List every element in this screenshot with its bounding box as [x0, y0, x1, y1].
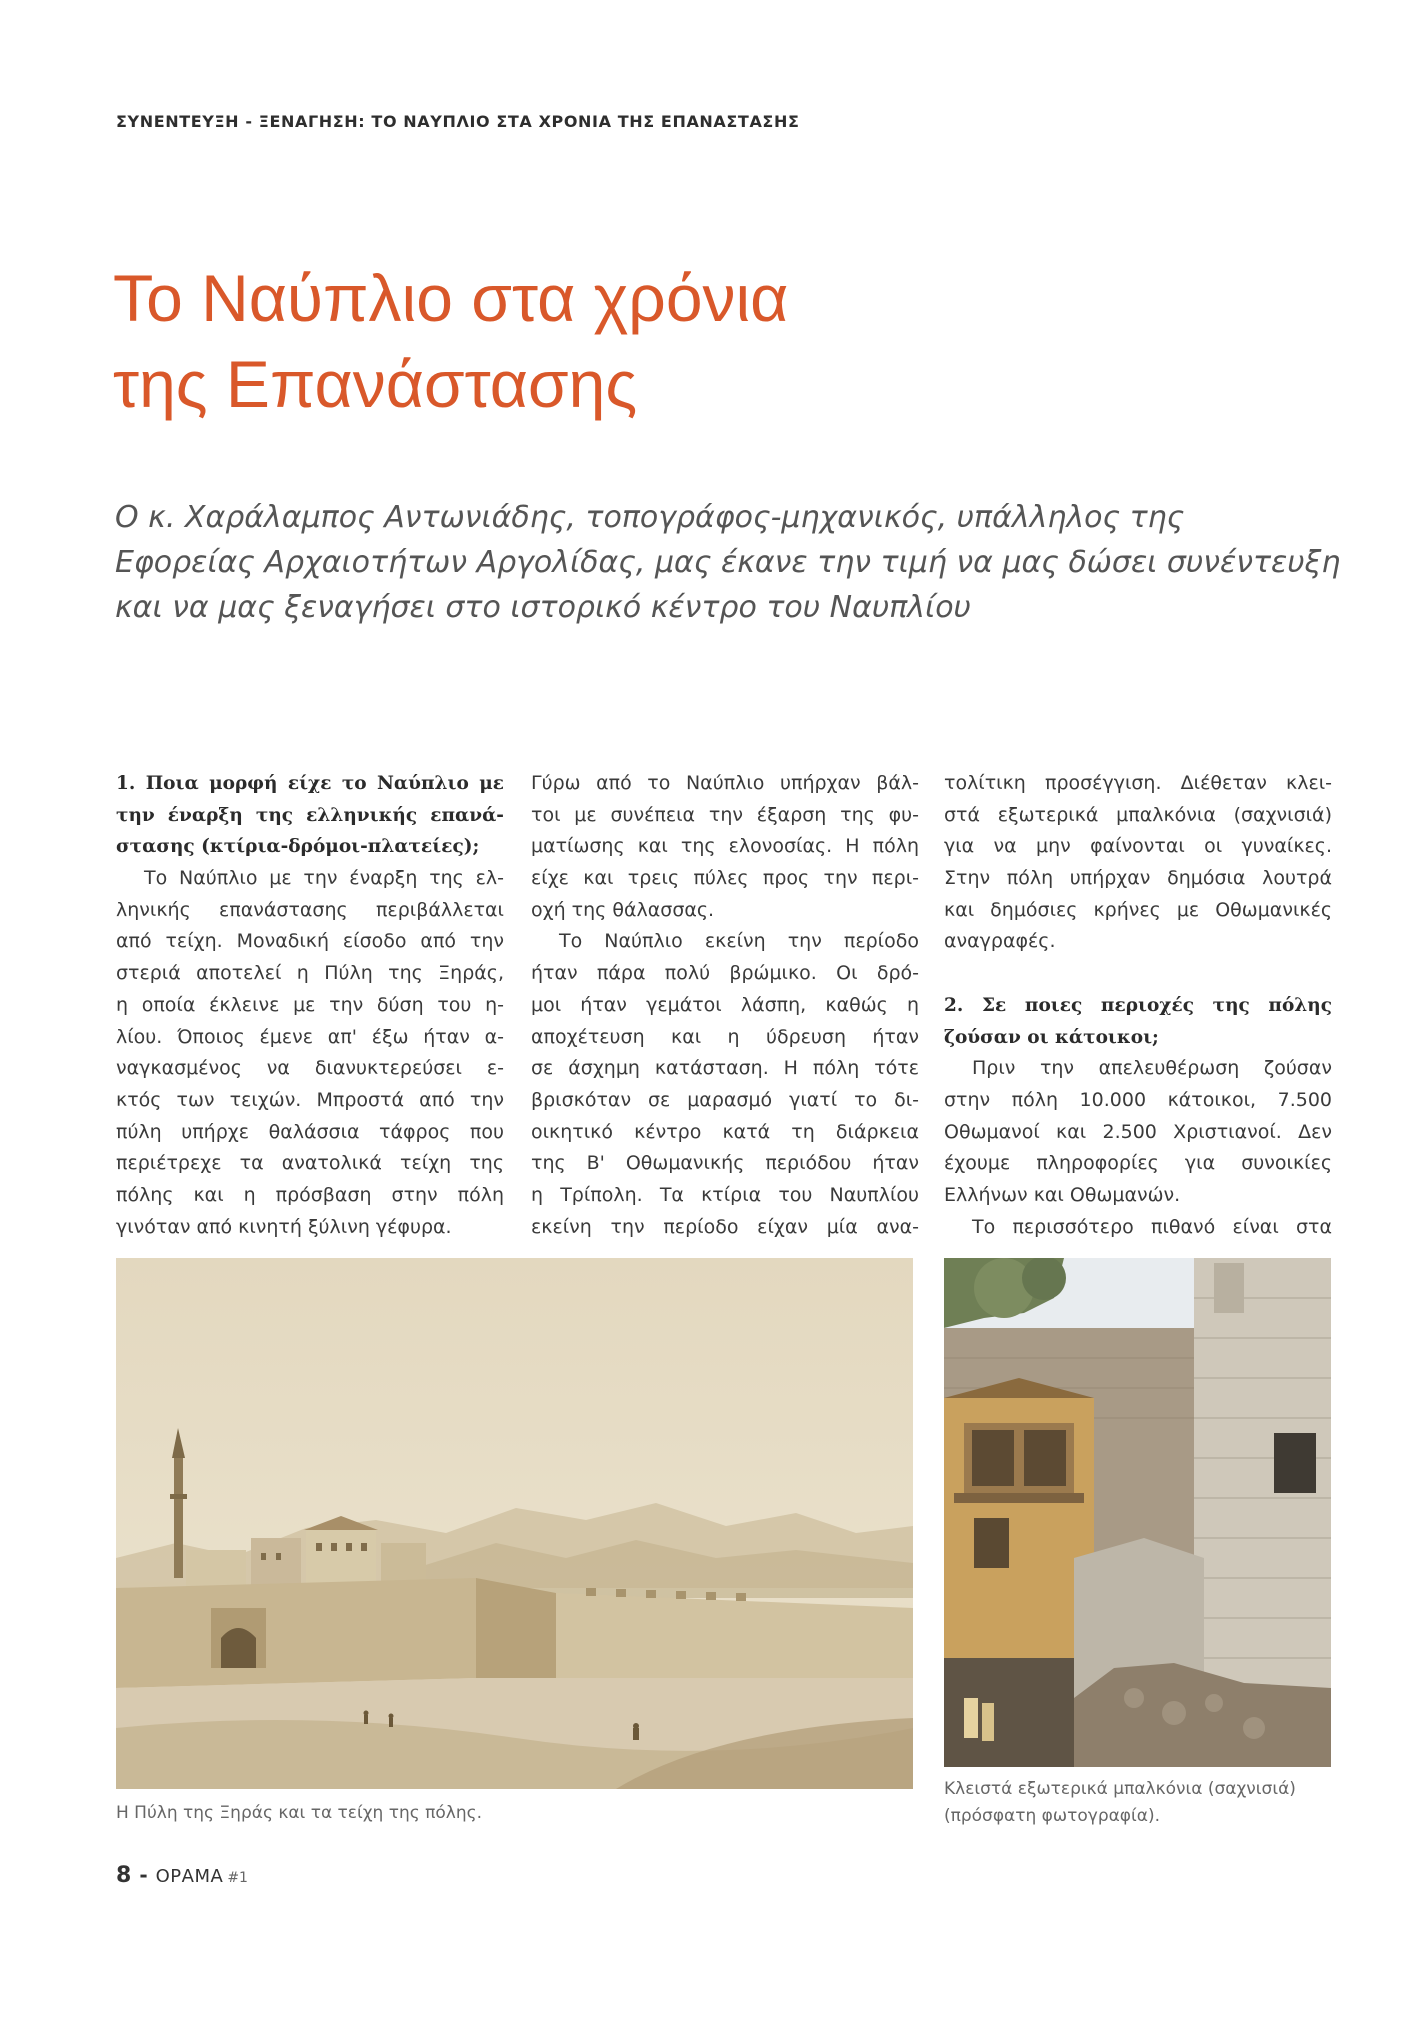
body-line: Στην πόλη υπήρχαν δημόσια λουτρά [944, 867, 1332, 890]
page-footer [116, 1863, 248, 1888]
answer-line: από τείχη. Μοναδική είσοδο από την [116, 930, 504, 953]
issue-number: #1 [227, 1870, 248, 1886]
answer-line: πύλη υπήρχε θαλάσσια τάφρος που [116, 1120, 504, 1143]
answer-line: στεριά αποτελεί η Πύλη της Ξηράς, [116, 962, 504, 985]
body-line: Το περισσότερο πιθανό είναι στα [972, 1215, 1332, 1238]
answer-line: κτός των τειχών. Μπροστά από την [116, 1088, 504, 1111]
answer-line: Οθωμανοί και 2.500 Χριστιανοί. Δεν [944, 1120, 1332, 1143]
article-lead [115, 495, 1341, 630]
answer-line: Ελλήνων και Οθωμανών. [944, 1183, 1181, 1206]
land-gate-illustration-art [116, 1258, 913, 1789]
balcony-photograph-art [944, 1258, 1331, 1767]
body-line: και δημόσιες κρήνες με Οθωμανικές [944, 898, 1332, 921]
lead-line: Ο κ. Χαράλαμπος Αντωνιάδης, τοπογράφος-μηχανικός, υπάλληλος της [115, 500, 1185, 535]
text-column-3 [944, 768, 1332, 1243]
caption-line: (πρόσφατη φωτογραφία). [944, 1806, 1161, 1826]
body-line: ματίωσης και της ελονοσίας. Η πόλη [531, 835, 919, 858]
answer-line: στην πόλη 10.000 κάτοικοι, 7.500 [944, 1088, 1332, 1111]
question-line: την έναρξη της ελληνικής επανά- [116, 804, 504, 826]
answer-line: γινόταν από κινητή ξύλινη γέφυρα. [116, 1215, 452, 1238]
body-line: Το Ναύπλιο εκείνη την περίοδο [559, 930, 919, 953]
question-line: ζούσαν οι κάτοικοι; [944, 1026, 1159, 1048]
answer-line: λίου. Όποιος έμενε απ' έξω ήταν α- [116, 1025, 504, 1048]
answer-line: η οποία έκλεινε με την δύση του η- [116, 993, 504, 1016]
answer-line: πόλης και η πρόσβαση στην πόλη [116, 1183, 504, 1206]
answer-line: Πριν την απελευθέρωση ζούσαν [972, 1057, 1332, 1080]
land-gate-illustration [116, 1258, 913, 1789]
question-line: στασης (κτίρια-δρόμοι-πλατείες); [116, 836, 480, 858]
body-line: της Β' Οθωμανικής περιόδου ήταν [531, 1152, 919, 1175]
body-line: αναγραφές. [944, 930, 1056, 953]
footer-separator: - [139, 1863, 148, 1887]
body-line: για να μην φαίνονται οι γυναίκες. [944, 835, 1332, 858]
page-number: 8 [116, 1863, 132, 1888]
balcony-photograph [944, 1258, 1331, 1767]
body-line: σε άσχημη κατάσταση. Η πόλη τότε [531, 1057, 919, 1080]
answer-line: ναγκασμένος να διανυκτερεύσει ε- [116, 1057, 504, 1080]
lead-line: Εφορείας Αρχαιοτήτων Αργολίδας, μας έκανε την τιμή να μας δώσει συνέντευξη [115, 545, 1341, 580]
photo2-caption [944, 1776, 1331, 1830]
text-column-2 [531, 768, 919, 1243]
text-column-1 [116, 768, 504, 1243]
caption-line: Κλειστά εξωτερικά μπαλκόνια (σαχνισιά) [944, 1779, 1296, 1799]
body-line: οχή της θάλασσας. [531, 898, 715, 921]
section-kicker: ΣΥΝΕΝΤΕΥΞΗ - ΞΕΝΑΓΗΣΗ: ΤΟ ΝΑΥΠΛΙΟ ΣΤΑ ΧΡΟΝΙΑ ΤΗΣ ΕΠΑΝΑΣΤΑΣΗΣ [116, 112, 800, 131]
article-title [113, 255, 1113, 427]
body-line: εκείνη την περίοδο είχαν μία ανα- [531, 1215, 919, 1238]
answer-line: Το Ναύπλιο με την έναρξη της ελ- [144, 867, 504, 890]
body-line: ήταν πάρα πολύ βρώμικο. Οι δρό- [531, 962, 919, 985]
body-line: τολίτικη προσέγγιση. Διέθεταν κλει- [944, 772, 1332, 794]
photo1-caption: Η Πύλη της Ξηράς και τα τείχη της πόλης. [116, 1803, 482, 1823]
body-line: τοι με συνέπεια την έξαρση της φυ- [531, 803, 919, 826]
magazine-name: ΟΡΑΜΑ [155, 1866, 224, 1887]
answer-line: περιέτρεχε τα ανατολικά τείχη της [116, 1152, 504, 1175]
body-line: είχε και τρεις πύλες προς την περι- [531, 867, 919, 890]
body-line: στά εξωτερικά μπαλκόνια (σαχνισιά) [944, 803, 1332, 826]
body-line: βρισκόταν σε μαρασμό γιατί το δι- [531, 1088, 919, 1111]
body-line: οικητικό κέντρο κατά τη διάρκεια [531, 1120, 919, 1143]
body-line: αποχέτευση και η ύδρευση ήταν [531, 1025, 919, 1048]
lead-line: και να μας ξεναγήσει στο ιστορικό κέντρο του Ναυπλίου [115, 590, 971, 625]
body-line: Γύρω από το Ναύπλιο υπήρχαν βάλ- [531, 772, 919, 794]
body-line: η Τρίπολη. Τα κτίρια του Ναυπλίου [531, 1183, 919, 1206]
title-line: Το Ναύπλιο στα χρόνια [113, 261, 789, 335]
question-line: 1. Ποια μορφή είχε το Ναύπλιο με [116, 773, 504, 794]
answer-line: έχουμε πληροφορίες για συνοικίες [944, 1152, 1332, 1175]
title-line: της Επανάστασης [113, 347, 638, 421]
question-line: 2. Σε ποιες περιοχές της πόλης [944, 994, 1332, 1016]
body-line: μοι ήταν γεμάτοι λάσπη, καθώς η [531, 993, 919, 1016]
answer-line: ληνικής επανάστασης περιβάλλεται [116, 898, 504, 921]
